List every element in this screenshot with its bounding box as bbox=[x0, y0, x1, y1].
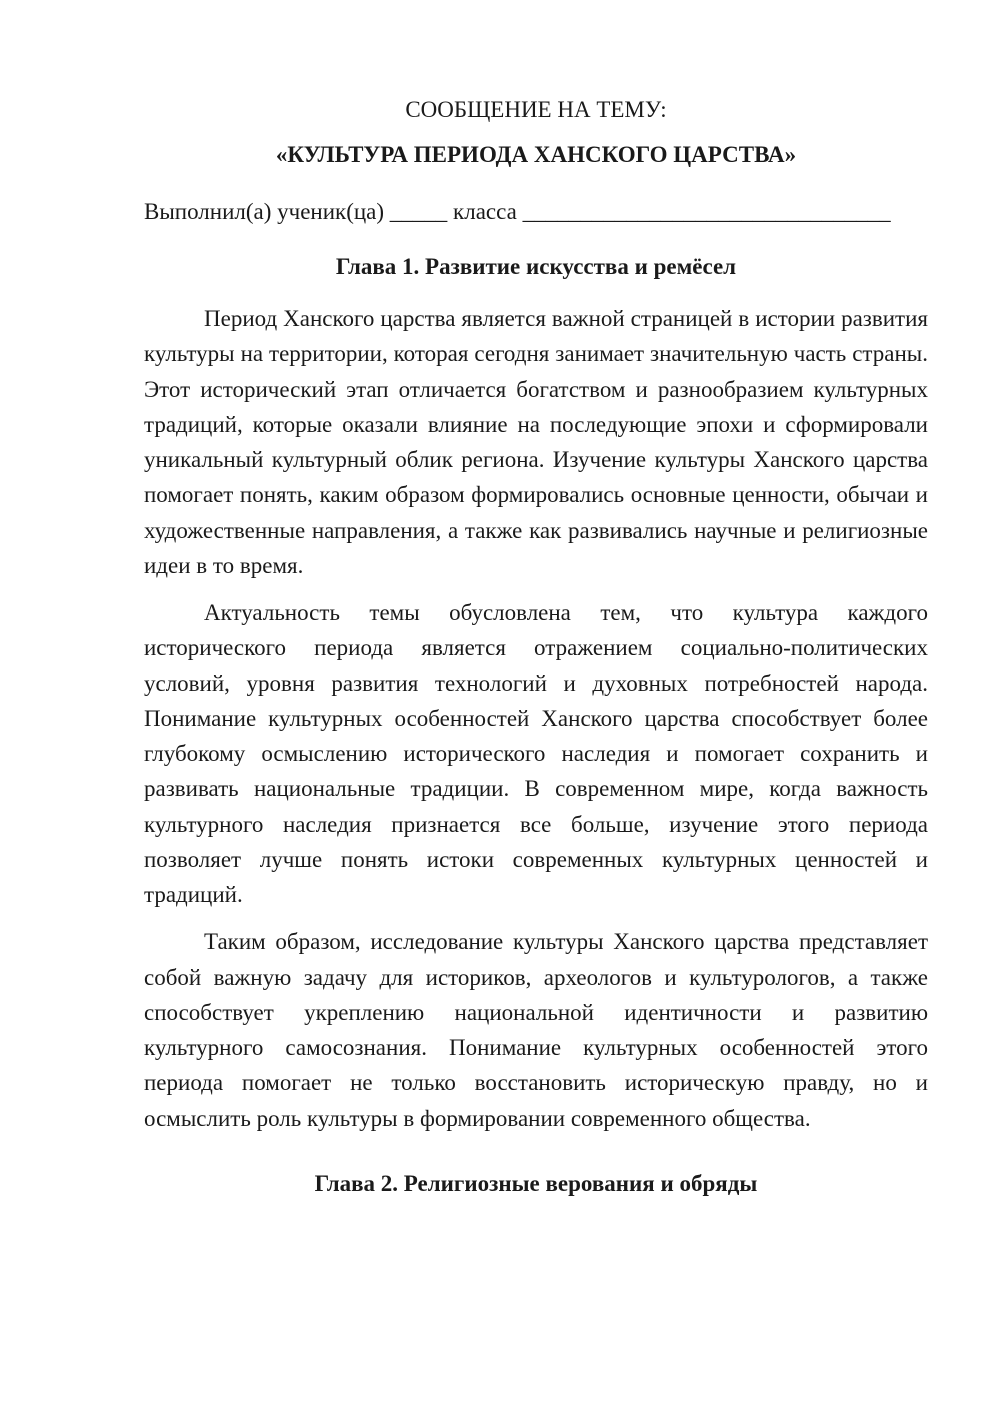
document-title: «КУЛЬТУРА ПЕРИОДА ХАНСКОГО ЦАРСТВА» bbox=[275, 142, 797, 167]
chapter-2-heading: Глава 2. Религиозные верования и обряды bbox=[314, 1170, 758, 1196]
page-content bbox=[144, 92, 928, 1201]
author-line: Выполнил(а) ученик(ца) _____ класса ________________________________ bbox=[144, 199, 891, 224]
chapter-1-paragraph-2: Актуальность темы обусловлена тем, что культура каждого исторического периода является отражением социально-политических условий, уровня развития технологий и духовных потребностей народа. Понимание культурных особенностей Ханского царства способствует более глубокому осмыслению исторического наследия и помогает сохранить и развивать национальные традиции. В современном мире, когда важность культурного наследия признается все больше, изучение этого периода позволяет лучше понять истоки современных культурных ценностей и традиций. bbox=[144, 600, 928, 907]
document-label: СООБЩЕНИЕ НА ТЕМУ: bbox=[405, 97, 667, 122]
chapter-1-paragraph-3: Таким образом, исследование культуры Ханского царства представляет собой важную задачу для историков, археологов и культурологов, а также способствует укреплению национальной идентичности и развитию культурного самосознания. Понимание культурных особенностей этого периода помогает не только восстановить историческую правду, но и осмыслить роль культуры в формировании современного общества. bbox=[144, 929, 928, 1131]
chapter-1-paragraph-1: Период Ханского царства является важной страницей в истории развития культуры на территории, которая сегодня занимает значительную часть страны. Этот исторический этап отличается богатством и разнообразием культурных традиций, которые оказали влияние на последующие эпохи и сформировали уникальный культурный облик региона. Изучение культуры Ханского царства помогает понять, каким образом формировались основные ценности, обычаи и художественные направления, а также как развивались научные и религиозные идеи в то время. bbox=[144, 306, 928, 578]
chapter-1-heading: Глава 1. Развитие искусства и ремёсел bbox=[335, 254, 737, 279]
